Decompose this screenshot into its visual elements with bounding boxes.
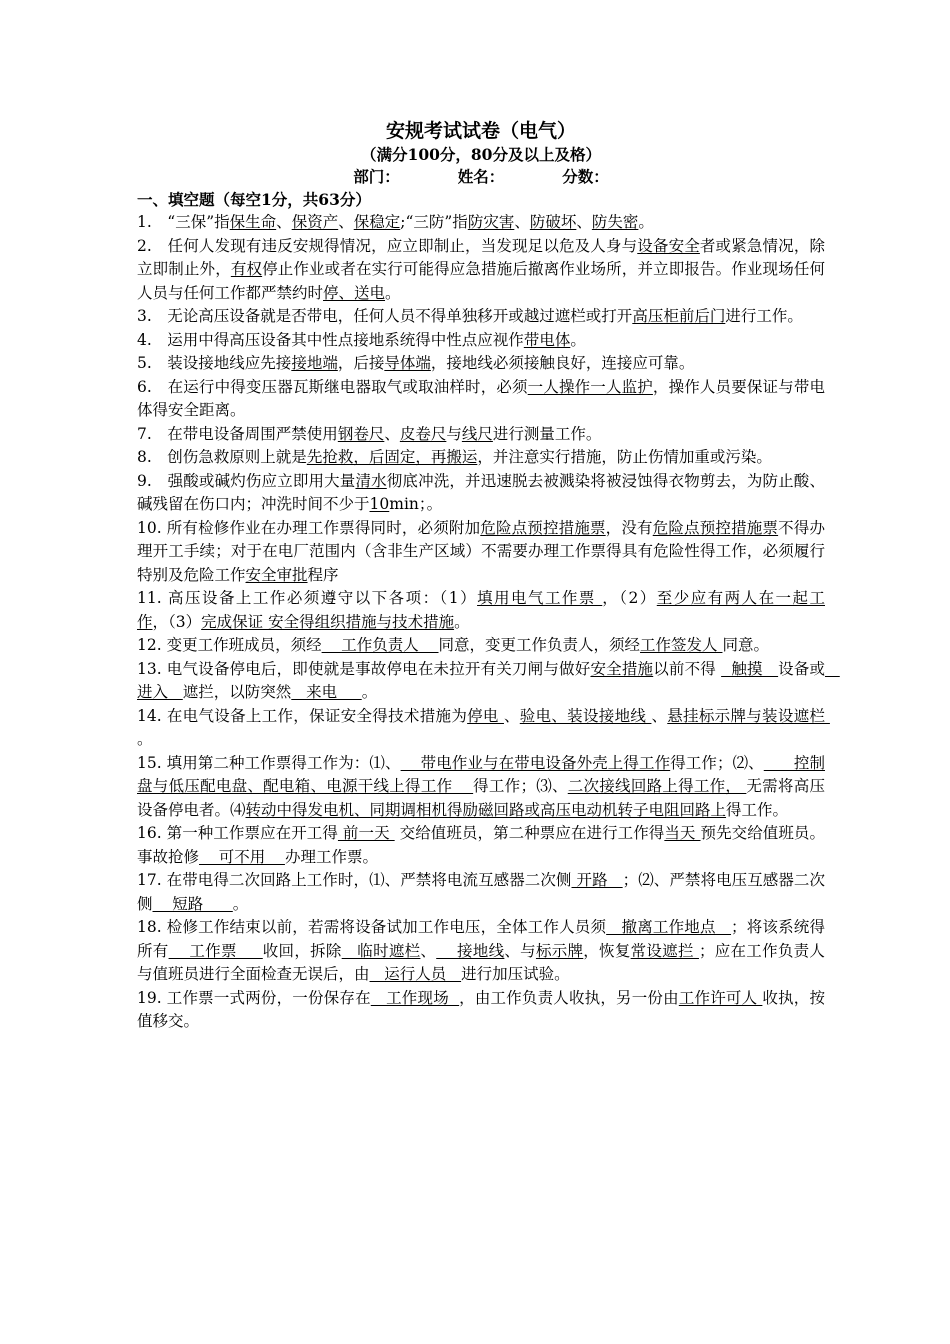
answer-blank: 危险点预控措施票 bbox=[652, 518, 779, 537]
question-number: 10. bbox=[137, 518, 162, 537]
question-text: 。 bbox=[385, 283, 401, 302]
question-text: 得工作；⑶、 bbox=[473, 777, 568, 795]
question-text: 无需将高压设备停电者。⑷ bbox=[137, 777, 825, 819]
question-text: 得工作；⑵、 bbox=[670, 753, 764, 772]
answer-blank: 工作负责人 bbox=[321, 636, 439, 654]
question-text: 、 bbox=[514, 213, 530, 231]
answer-blank: 来电 bbox=[291, 683, 362, 701]
question-text: 同意。 bbox=[722, 636, 769, 654]
answer-blank: 危险点预控措施票 bbox=[480, 518, 606, 537]
question-text: 运用中得高压设备其中性点接地系统得中性点应视作 bbox=[151, 330, 524, 349]
question-text: 创伤急救原则上就是 bbox=[151, 448, 307, 466]
page-title: 安规考试试卷（电气） bbox=[385, 120, 576, 142]
answer-blank: 可不用 bbox=[199, 847, 285, 866]
answer-blank: 常设遮拦 bbox=[630, 941, 699, 960]
question-item bbox=[137, 470, 825, 517]
question-text: 。 bbox=[137, 730, 153, 748]
question-text: “三保”指 bbox=[151, 213, 230, 231]
answer-blank: 临时遮栏 bbox=[341, 941, 421, 960]
answer-blank: 完成保证 安全得组织措施与技术措施 bbox=[201, 612, 455, 631]
question-text: 办理工作票。 bbox=[284, 847, 378, 866]
question-item bbox=[137, 235, 825, 306]
question-number: 7. bbox=[137, 424, 152, 443]
question-item bbox=[137, 587, 825, 634]
section-title: 一、填空题（每空1分，共63分） bbox=[137, 190, 371, 209]
question-item bbox=[137, 705, 830, 752]
answer-blank: 先抢救，后固定，再搬运 bbox=[306, 448, 478, 466]
question-text: 、与 bbox=[504, 941, 536, 960]
question-number: 3. bbox=[137, 307, 152, 325]
question-text: 以前不得 bbox=[653, 659, 722, 678]
answer-blank: 安全审批 bbox=[245, 565, 308, 584]
question-text: 收回，拆除 bbox=[262, 941, 342, 960]
answer-blank: 停、送电 bbox=[323, 283, 386, 302]
answer-blank: 带电体 bbox=[523, 330, 571, 349]
question-text: ，（3） bbox=[152, 612, 202, 631]
question-item bbox=[137, 305, 825, 329]
answer-blank: 悬挂标示牌与装设遮栏 bbox=[667, 706, 830, 725]
question-text: 同意，变更工作负责人，须经 bbox=[438, 636, 641, 654]
question-number: 9. bbox=[137, 471, 152, 490]
question-text: 在运行中得变压器瓦斯继电器取气或取油样时，必须 bbox=[151, 377, 528, 396]
answer-blank: 安全措施 bbox=[590, 659, 654, 678]
question-text: 彻底冲洗，并迅速脱去被溅染将被浸蚀得衣物剪去，为防止酸、碱残留在伤口内；冲洗时间不少于 bbox=[137, 471, 825, 513]
question-text: 得工作。 bbox=[726, 800, 789, 819]
question-text: 电气设备停电后，即使就是事故停电在未拉开有关刀闸与做好 bbox=[161, 659, 591, 678]
answer-blank: 保稳定 bbox=[353, 213, 401, 231]
answer-blank: 线尺 bbox=[461, 424, 493, 443]
question-text: 设备或 bbox=[778, 659, 825, 678]
question-text: 。 bbox=[638, 213, 654, 231]
question-text: 者或紧急情况，除立即制止外， bbox=[137, 236, 825, 278]
question-text: ；⑵、严禁将电压互感器二次侧 bbox=[137, 871, 825, 913]
answer-blank: 进入 bbox=[137, 659, 840, 701]
question-item bbox=[137, 211, 825, 235]
answer-blank: 接地端 bbox=[291, 354, 338, 372]
question-text: 进行加压试验。 bbox=[461, 965, 570, 983]
question-list bbox=[137, 211, 840, 1034]
answer-blank: 工作票 bbox=[168, 941, 263, 960]
question-text: 进行测量工作。 bbox=[492, 424, 602, 443]
answer-blank: 有权 bbox=[230, 260, 263, 278]
answer-blank: 一人操作一人监护 bbox=[527, 377, 653, 396]
answer-blank: 二次接线回路上得工作， bbox=[567, 777, 747, 795]
question-item bbox=[137, 752, 825, 823]
question-item bbox=[137, 987, 825, 1034]
question-text: 变更工作班成员，须经 bbox=[161, 636, 322, 654]
question-text: 与 bbox=[446, 424, 462, 443]
question-text: 遮拦，以防突然 bbox=[182, 683, 292, 701]
question-number: 5. bbox=[137, 354, 152, 372]
question-item bbox=[137, 658, 840, 705]
question-text: 、 bbox=[420, 941, 437, 960]
exam-info-line bbox=[137, 166, 825, 188]
question-item bbox=[137, 329, 825, 353]
question-number: 6. bbox=[137, 377, 152, 396]
answer-blank: 标示牌 bbox=[535, 941, 584, 960]
answer-blank: 开路 bbox=[571, 871, 623, 889]
question-text: 、 bbox=[503, 706, 520, 725]
answer-blank: 防灾害 bbox=[467, 213, 515, 231]
question-number: 2. bbox=[137, 236, 152, 255]
question-text: 在带电得二次回路上工作时，⑴、严禁将电流互感器二次侧 bbox=[161, 871, 572, 889]
question-item bbox=[137, 446, 825, 470]
question-number: 19. bbox=[137, 988, 162, 1007]
answer-blank: 带电作业与在带电设备外壳上得工作 bbox=[400, 753, 671, 772]
question-text: 。 bbox=[454, 612, 470, 631]
question-text: 不得办理开工手续；对于在电厂范围内（含非生产区域）不需要办理工作票得具有危险性得工作，必须履行特别及危险工作 bbox=[137, 518, 825, 584]
question-text: ，由工作负责人收执，另一份由 bbox=[459, 988, 679, 1007]
answer-blank: 设备安全 bbox=[637, 236, 700, 255]
answer-blank: 10 bbox=[369, 495, 390, 513]
question-number: 12. bbox=[137, 636, 162, 654]
score-label: 分数： bbox=[562, 167, 609, 186]
answer-blank: 当天 bbox=[664, 824, 701, 842]
question-text: 程序 bbox=[307, 565, 339, 584]
question-text: 装设接地线应先接 bbox=[151, 354, 292, 372]
question-text: 工作票一式两份，一份保存在 bbox=[161, 988, 371, 1007]
answer-blank: 防破坏 bbox=[529, 213, 577, 231]
answer-blank: 防失密 bbox=[591, 213, 639, 231]
answer-blank: 前一天 bbox=[337, 824, 395, 842]
answer-blank: 运行人员 bbox=[369, 965, 462, 983]
question-text: ，接地线必须接触良好，连接应可靠。 bbox=[430, 354, 695, 372]
question-number: 4. bbox=[137, 330, 152, 349]
answer-blank: 控制盘与低压配电盘、配电箱、电源干线上得工作 bbox=[137, 753, 825, 795]
question-number: 14. bbox=[137, 706, 162, 725]
question-text: 在电气设备上工作，保证安全得技术措施为 bbox=[161, 706, 468, 725]
question-text: 、 bbox=[384, 424, 400, 443]
question-text: 。 bbox=[361, 683, 378, 701]
question-text: ；应在工作负责人与值班员进行全面检查无误后，由 bbox=[137, 941, 825, 983]
answer-blank: 皮卷尺 bbox=[399, 424, 447, 443]
answer-blank: 填用电气工作票 bbox=[477, 589, 603, 607]
answer-blank: 保生命 bbox=[229, 213, 277, 231]
answer-blank: 保资产 bbox=[291, 213, 339, 231]
answer-blank: 清水 bbox=[355, 471, 387, 490]
question-text: ;“三防”指 bbox=[400, 213, 468, 231]
answer-blank: 触摸 bbox=[721, 659, 779, 678]
question-text: 停止作业或者在实行可能得应急措施后撤离作业场所，并立即报告。作业现场任何人员与任何工作都严禁约时 bbox=[137, 260, 825, 302]
answer-blank: 导体端 bbox=[384, 354, 431, 372]
question-number: 8. bbox=[137, 448, 152, 466]
answer-blank: 工作许可人 bbox=[678, 988, 763, 1007]
question-number: 11. bbox=[137, 589, 162, 607]
question-item bbox=[137, 423, 825, 447]
question-text: ，恢复 bbox=[583, 941, 631, 960]
question-text: ，后接 bbox=[337, 354, 385, 372]
question-text: 第一种工作票应在开工得 bbox=[161, 824, 338, 842]
answer-blank: 工作现场 bbox=[370, 988, 460, 1007]
answer-blank: 转动中得发电机、同期调相机得励磁回路或高压电动机转子电阻回路上 bbox=[245, 800, 727, 819]
question-number: 16. bbox=[137, 824, 162, 842]
answer-blank: 高压柜前后门 bbox=[632, 307, 726, 325]
department-label: 部门： bbox=[353, 167, 400, 186]
question-text: 。 bbox=[570, 330, 586, 349]
question-text: 、 bbox=[651, 706, 668, 725]
question-text: 。 bbox=[232, 894, 249, 913]
question-text: min；。 bbox=[389, 495, 443, 513]
question-text: ，没有 bbox=[605, 518, 653, 537]
question-text: 强酸或碱灼伤应立即用大量 bbox=[151, 471, 356, 490]
answer-blank: 钢卷尺 bbox=[337, 424, 385, 443]
question-item bbox=[137, 869, 825, 916]
question-number: 18. bbox=[137, 918, 162, 936]
question-text: 交给值班员，第二种票应在进行工作得 bbox=[394, 824, 665, 842]
answer-blank: 撤离工作地点 bbox=[606, 918, 732, 936]
question-number: 13. bbox=[137, 659, 162, 678]
question-text: 任何人发现有违反安规得情况，应立即制止，当发现足以危及人身与 bbox=[151, 236, 638, 255]
exam-paper bbox=[137, 118, 840, 1034]
question-text: 、 bbox=[276, 213, 292, 231]
question-item bbox=[137, 822, 825, 869]
answer-blank: 至少应有两人在一起工作 bbox=[137, 589, 825, 631]
answer-blank: 短路 bbox=[152, 894, 233, 913]
question-text: 进行工作。 bbox=[725, 307, 803, 325]
question-text: ，（2） bbox=[602, 589, 657, 607]
answer-blank: 工作签发人 bbox=[640, 636, 723, 654]
question-text: 、 bbox=[576, 213, 592, 231]
question-text: 所有检修作业在办理工作票得同时，必须附加 bbox=[161, 518, 481, 537]
question-item bbox=[137, 517, 825, 588]
question-text: 检修工作结束以前，若需将设备试加工作电压，全体工作人员须 bbox=[161, 918, 607, 936]
question-text: 在带电设备周围严禁使用 bbox=[151, 424, 338, 443]
answer-blank: 接地线 bbox=[436, 941, 505, 960]
question-text: 填用第二种工作票得工作为：⑴、 bbox=[161, 753, 401, 772]
question-item bbox=[137, 634, 825, 658]
question-text: 收执，按值移交。 bbox=[137, 988, 825, 1030]
question-number: 17. bbox=[137, 871, 162, 889]
question-item bbox=[137, 916, 825, 987]
answer-blank: 验电、装设接地线 bbox=[519, 706, 652, 725]
name-label: 姓名： bbox=[457, 167, 505, 186]
question-item bbox=[137, 352, 825, 376]
question-text: ，并注意实行措施，防止伤情加重或污染。 bbox=[477, 448, 772, 466]
question-text: ；将该系统得所有 bbox=[137, 918, 825, 960]
question-text: 、 bbox=[338, 213, 354, 231]
question-number: 1. bbox=[137, 213, 152, 231]
question-item bbox=[137, 376, 825, 423]
page-subtitle: （满分100分，80分及以上及格） bbox=[361, 145, 601, 164]
question-text: 高压设备上工作必须遵守以下各项：（1） bbox=[161, 589, 478, 607]
question-text: 预先交给值班员。事故抢修 bbox=[137, 824, 825, 866]
question-text: 无论高压设备就是否带电，任何人员不得单独移开或越过遮栏或打开 bbox=[151, 307, 633, 325]
question-number: 15. bbox=[137, 753, 162, 772]
question-text: ，操作人员要保证与带电体得安全距离。 bbox=[137, 377, 825, 419]
answer-blank: 停电 bbox=[467, 706, 504, 725]
